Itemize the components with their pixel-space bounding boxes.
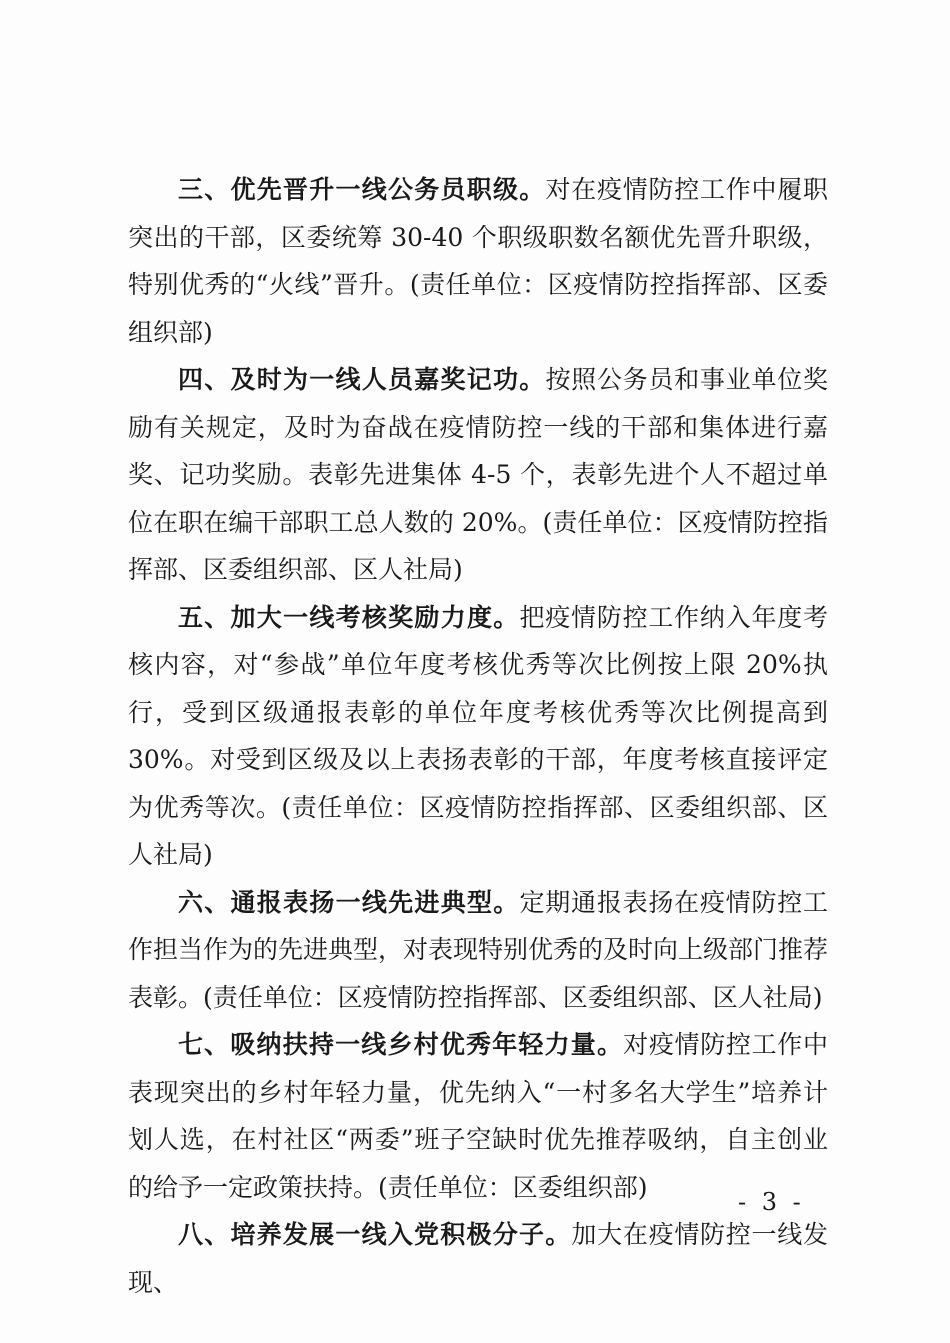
paragraph-heading: 六、通报表扬一线先进典型。 [178,887,520,917]
paragraph-item-8 [128,1211,828,1306]
page-number: - 3 - [738,1188,805,1216]
paragraph-item-3 [128,166,828,356]
paragraph-heading: 五、加大一线考核奖励力度。 [178,602,520,632]
paragraph-text: 按照公务员和事业单位奖励有关规定，及时为奋战在疫情防控一线的干部和集体进行嘉奖、记功奖励。表彰先进集体 4-5 个，表彰先进个人不超过单位在职在编干部职工总人数的 20%。(责任单位：区疫情防控指挥部、区委组织部、区人社局) [128,365,828,584]
paragraph-text: 对疫情防控工作中表现突出的乡村年轻力量，优先纳入“一村多名大学生”培养计划人选，在村社区“两委”班子空缺时优先推荐吸纳，自主创业的给予一定政策扶持。(责任单位：区委组织部) [128,1030,828,1202]
paragraph-text: 对在疫情防控工作中履职突出的干部，区委统筹 30-40 个职级职数名额优先晋升职级，特别优秀的“火线”晋升。(责任单位：区疫情防控指挥部、区委组织部) [128,175,828,347]
paragraph-heading: 七、吸纳扶持一线乡村优秀年轻力量。 [178,1030,624,1059]
document-body [128,166,828,1306]
paragraph-heading: 八、培养发展一线入党积极分子。 [178,1220,572,1249]
paragraph-text: 定期通报表扬在疫情防控工作担当作为的先进典型，对表现特别优秀的及时向上级部门推荐表彰。(责任单位：区疫情防控指挥部、区委组织部、区人社局) [128,887,829,1012]
paragraph-text: 加大在疫情防控一线发现、 [128,1220,828,1297]
paragraph-heading: 四、及时为一线人员嘉奖记功。 [178,365,546,394]
paragraph-heading: 三、优先晋升一线公务员职级。 [178,175,546,204]
paragraph-item-7 [128,1021,828,1211]
paragraph-item-5 [128,594,828,879]
paragraph-item-4 [128,356,828,594]
paragraph-text: 把疫情防控工作纳入年度考核内容，对“参战”单位年度考核优秀等次比例按上限 20%执行，受到区级通报表彰的单位年度考核优秀等次比例提高到 30%。对受到区级及以上表扬表彰的干部，年度考核直接评定为优秀等次。(责任单位：区疫情防控指挥部、区委组织部、区人社局) [128,602,828,869]
paragraph-item-6 [128,879,828,1022]
